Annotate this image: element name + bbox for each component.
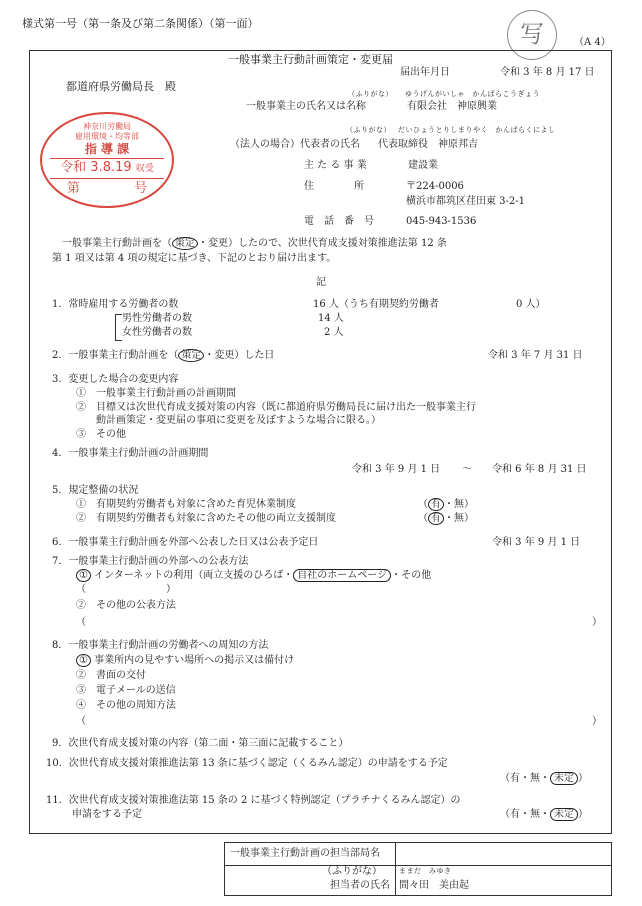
- s5-label: 5．規定整備の状況: [52, 485, 139, 496]
- name-kana: ゆうげんがいしゃ かんばらこうぎょう: [405, 90, 540, 98]
- copy-seal: 写: [507, 10, 557, 60]
- contact-kana: ままだ みゆき: [399, 867, 452, 875]
- s7-paren-right: ）: [592, 617, 602, 628]
- s1-total: 16 人（うち有期契約労働者: [313, 299, 439, 310]
- female-label: 女性労働者の数: [122, 327, 192, 338]
- intro-line1: 一般事業主行動計画を（ 策定 ・変更）したので、次世代育成支援対策推進法第 12 条: [62, 238, 447, 249]
- s8-item3: ③ 電子メールの送信: [76, 685, 176, 696]
- s7-label: 7．一般事業主行動計画の外部への公表方法: [52, 556, 249, 567]
- stamp-office: 神奈川労働局: [83, 122, 131, 131]
- s3-label: 3．変更した場合の変更内容: [52, 374, 179, 385]
- s2-selected-option: 策定: [178, 349, 204, 362]
- s8-item2: ② 書面の交付: [76, 670, 146, 681]
- business-label: 主 た る 事 業: [304, 160, 367, 171]
- s8-paren-right: ）: [592, 716, 602, 727]
- s8-item1: ① 事業所内の見やすい場所への掲示又は備付け: [76, 655, 294, 668]
- name-kana-label: （ふりがな）: [348, 90, 393, 98]
- stamp-section: 指 導 課: [84, 142, 130, 156]
- s2-date: 令和 3 年 7 月 31 日: [488, 350, 583, 361]
- intro-selected-option: 策定: [172, 237, 198, 250]
- postal-code: 〒224-0006: [406, 181, 464, 192]
- s8-item4: ④ その他の周知方法: [76, 700, 176, 711]
- tel-label: 電 話 番 号: [304, 216, 374, 227]
- s7-paren-left: （: [76, 617, 86, 628]
- address: 横浜市都筑区荏田東 3-2-1: [406, 196, 526, 207]
- male-label: 男性労働者の数: [122, 313, 192, 324]
- male-bracket: [115, 314, 122, 341]
- stamp-date: 令和 3.8.19: [60, 160, 132, 175]
- date-value: 令和 3 年 8 月 17 日: [500, 67, 595, 78]
- s3-item2-cont: 動計画策定・変更届の事項に変更を及ぼすような場合に限る。）: [96, 415, 381, 426]
- s11-choice: （有・無・ 未定 ）: [500, 809, 588, 820]
- s5-item2-choice: （ 有 ・無）: [418, 513, 474, 524]
- s4-label: 4．一般事業主行動計画の計画期間: [52, 448, 209, 459]
- s4-tilde: ～: [462, 464, 472, 475]
- tel: 045-943-1536: [406, 216, 477, 227]
- s5-item1: ① 有期契約労働者も対象に含めた育児休業制度: [76, 499, 296, 510]
- stamp-dai: 第: [66, 181, 80, 196]
- s9-label: 9．次世代育成支援対策の内容（第二面・第三面に記載すること）: [52, 738, 349, 749]
- contact-name-label: 担当者の氏名: [330, 880, 390, 891]
- s8-label: 8．一般事業主行動計画の労働者への周知の方法: [52, 640, 269, 651]
- s1-label: 1．常時雇用する労働者の数: [52, 299, 179, 310]
- form-title: 一般事業主行動計画策定・変更届: [228, 53, 393, 66]
- ki-heading: 記: [316, 277, 326, 288]
- s5-item1-choice: （ 有 ・無）: [418, 499, 474, 510]
- s11-label: 11．次世代育成支援対策推進法第 15 条の 2 に基づく特例認定（プラチナくるみん認定）の: [46, 795, 461, 806]
- s2-label: 2．一般事業主行動計画を（ 策定 ・変更）した日: [52, 350, 275, 361]
- s7-item2: ② その他の公表方法: [76, 600, 176, 611]
- stamp-received: 収受: [135, 164, 154, 174]
- s10-label: 10．次世代育成支援対策推進法第 13 条に基づく認定（くるみん認定）の申請をする予定: [46, 758, 448, 769]
- employer-name: 有限会社 神原興業: [407, 101, 497, 112]
- rep-kana: だいひょうとりしまりやく かんばらくによし: [398, 126, 556, 134]
- s3-item1: ① 一般事業主行動計画の計画期間: [76, 388, 236, 399]
- s5-item2: ② 有期契約労働者も対象に含めたその他の両立支援制度: [76, 513, 336, 524]
- s10-choice: （有・無・ 未定 ）: [500, 773, 588, 784]
- date-label: 届出年月日: [400, 67, 450, 78]
- rep-kana-label: （ふりがな）: [346, 126, 391, 134]
- s11-label-cont: 申請をする予定: [72, 809, 142, 820]
- rep-label: （法人の場合）代表者の氏名: [230, 139, 360, 150]
- paper-size: （A 4）: [574, 37, 611, 48]
- received-stamp: [40, 112, 174, 208]
- addressee: 都道府県労働局長 殿: [66, 80, 176, 93]
- s4-to: 令和 6 年 8 月 31 日: [492, 464, 587, 475]
- s6-date: 令和 3 年 9 月 1 日: [492, 537, 581, 548]
- contact-kana-label: （ふりがな）: [322, 866, 382, 877]
- employer-name-label: 一般事業主の氏名又は名称: [246, 101, 366, 112]
- contact-dept-label: 一般事業主行動計画の担当部局名: [230, 848, 380, 859]
- contact-name: 間々田 美由起: [399, 880, 469, 891]
- rep-name: 代表取締役 神原邦吉: [378, 139, 478, 150]
- s6-label: 6．一般事業主行動計画を外部へ公表した日又は公表予定日: [52, 537, 319, 548]
- stamp-dept: 雇用環境・均等部: [75, 132, 139, 141]
- s8-paren-left: （: [76, 716, 86, 727]
- form-number: 様式第一号（第一条及び第二条関係）（第一面）: [22, 17, 259, 30]
- business: 建設業: [408, 160, 438, 171]
- s7-item1: ① インターネットの利用（両立支援のひろば・ 自社のホームページ ・その他: [76, 570, 431, 583]
- s1-fixed: 0 人）: [516, 299, 546, 310]
- s4-from: 令和 3 年 9 月 1 日: [352, 464, 441, 475]
- s7-selected-option: 自社のホームページ: [293, 569, 391, 582]
- female-count: 2 人: [324, 327, 344, 338]
- stamp-go: 号: [134, 181, 148, 196]
- s3-item2: ② 目標又は次世代育成支援対策の内容（既に都道府県労働局長に届け出た一般事業主行: [76, 402, 476, 413]
- address-label: 住 所: [304, 181, 364, 192]
- male-count: 14 人: [318, 313, 344, 324]
- s7-other-paren: （ ）: [76, 584, 176, 595]
- s3-item3: ③ その他: [76, 429, 126, 440]
- intro-line2: 第 1 項又は第 4 項の規定に基づき、下記のとおり届け出ます。: [52, 253, 337, 264]
